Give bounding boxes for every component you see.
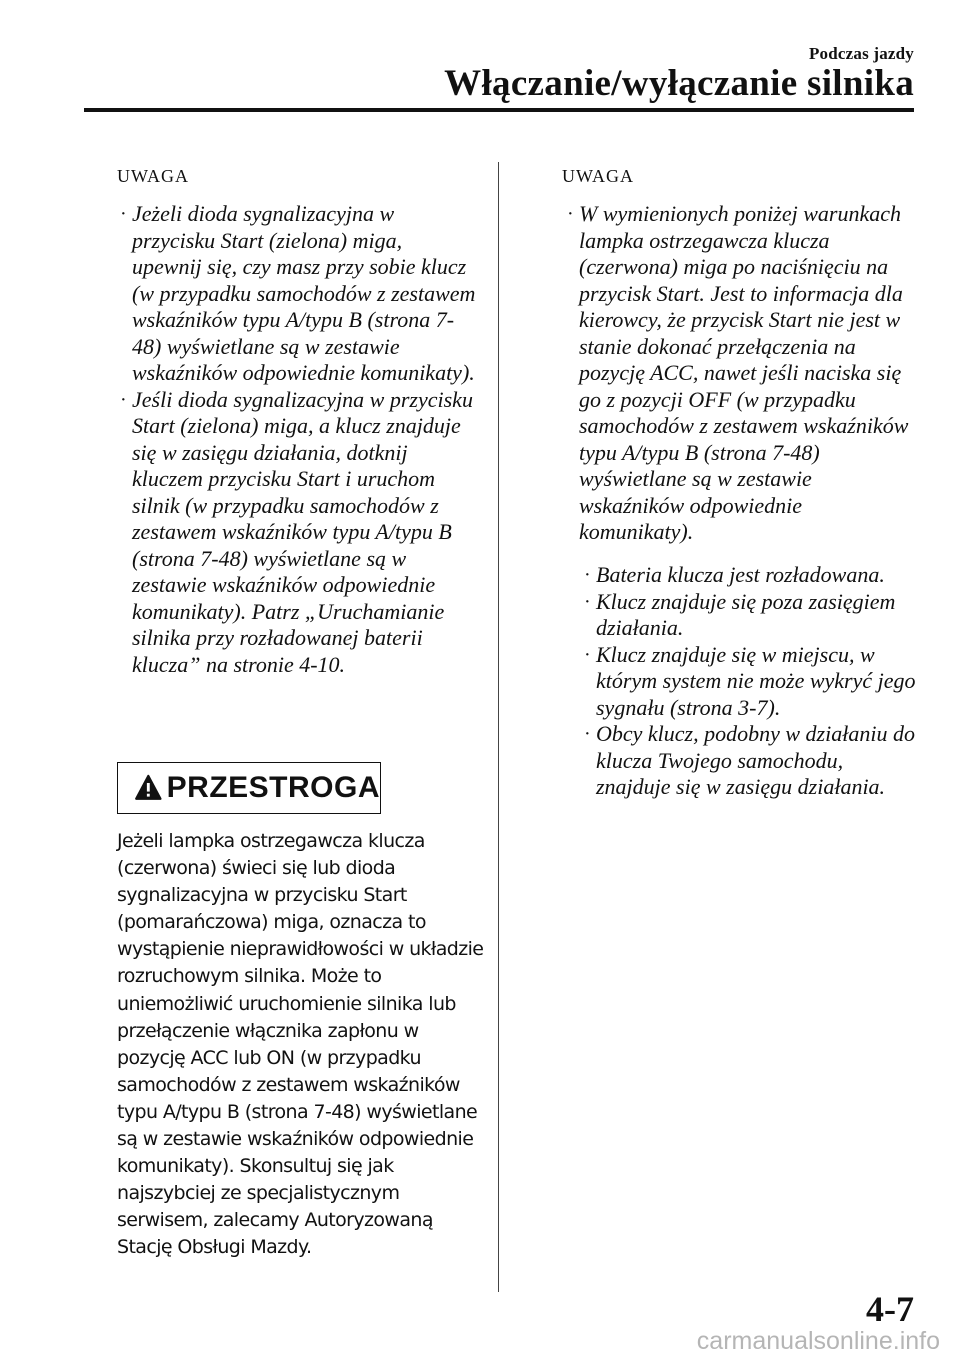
section-title: Podczas jazdy — [808, 44, 914, 63]
list-item — [567, 201, 919, 546]
page-number: 4-7 — [866, 1289, 914, 1329]
bullet-icon: · — [584, 564, 591, 586]
bullet-icon: · — [120, 203, 127, 225]
list-item — [120, 386, 477, 679]
list-item — [584, 588, 916, 642]
list-item-text: Klucz znajduje się w miejscu, w którym system nie może wykryć jego sygnału (strona 3-7). — [596, 641, 916, 720]
header-rule — [84, 108, 914, 112]
bullet-icon: · — [567, 203, 574, 225]
caution-header — [117, 762, 381, 814]
note-bullet-list-left — [120, 201, 477, 678]
column-divider — [498, 162, 499, 1292]
list-item-text: Klucz znajduje się poza zasięgiem działania. — [596, 588, 896, 640]
note-intro-right — [567, 201, 919, 546]
list-item — [584, 562, 916, 589]
watermark: carmanualsonline.info — [696, 1327, 940, 1355]
caution-title: PRZESTROGA — [166, 771, 380, 804]
bullet-icon: · — [584, 590, 591, 613]
caution-text: Jeżeli lampka ostrzegawcza klucza (czerwona) świeci się lub dioda sygnalizacyjna w przycisku Start (pomarańczowa) miga, oznacza to wystąpienie nieprawidłowości w układzie rozruchowym silnika. Może to uniemożliwić uruchomienie silnika lub przełączenie włącznika zapłonu w pozycję ACC lub ON (w przypadku samochodów z zestawem wskaźników typu A/typu B (strona 7-48) wyświetlane są w zestawie wskaźników odpowiednie komunikaty). Skonsultuj się jak najszybciej ze specjalistycznym serwisem, zalecamy Autoryzowaną Stację Obsługi Mazdy. — [117, 830, 484, 1259]
bullet-icon: · — [120, 388, 127, 411]
list-item-text: W wymienionych poniżej warunkach lampka ostrzegawcza klucza (czerwona) miga po naciśnięciu na przycisk Start. Jest to informacja dla kierowcy, że przycisk Start nie jest w stanie dokonać przełączenia na pozycję ACC, nawet jeśli naciska się go z pozycji OFF (w przypadku samochodów z zestawem wskaźników typu A/typu B (strona 7-48) wyświetlane są w zestawie wskaźników odpowiednie komunikaty). — [579, 201, 909, 544]
list-item-text: Bateria klucza jest rozładowana. — [596, 562, 885, 587]
conditions-list — [584, 562, 916, 801]
list-item-text: Jeśli dioda sygnalizacyjna w przycisku Start (zielona) miga, a klucz znajduje się w zasięgu działania, dotknij kluczem przycisku Start i uruchom silnik (w przypadku samochodów z zestawem wskaźników typu A/typu B (strona 7-48) wyświetlane są w zestawie wskaźników odpowiednie komunikaty). Patrz „Uruchamianie silnika przy rozładowanej baterii klucza” na stronie 4-10. — [132, 386, 473, 677]
note-label-left: UWAGA — [117, 166, 189, 186]
list-item — [584, 721, 916, 801]
list-item-text: Jeżeli dioda sygnalizacyjna w przycisku Start (zielona) miga, upewnij się, czy masz przy sobie klucz (w przypadku samochodów z zestawem wskaźników typu A/typu B (strona 7-48) wyświetlane są w zestawie wskaźników odpowiednie komunikaty). — [132, 201, 476, 385]
list-item — [584, 641, 916, 722]
note-label-right: UWAGA — [562, 166, 634, 186]
list-item — [120, 201, 477, 387]
bullet-icon: · — [584, 723, 591, 745]
list-item-text: Obcy klucz, podobny w działaniu do klucza Twojego samochodu, znajduje się w zasięgu działania. — [596, 721, 915, 799]
warning-triangle-icon — [134, 768, 163, 808]
page-title: Włączanie/wyłączanie silnika — [444, 63, 914, 104]
bullet-icon: · — [584, 643, 591, 666]
